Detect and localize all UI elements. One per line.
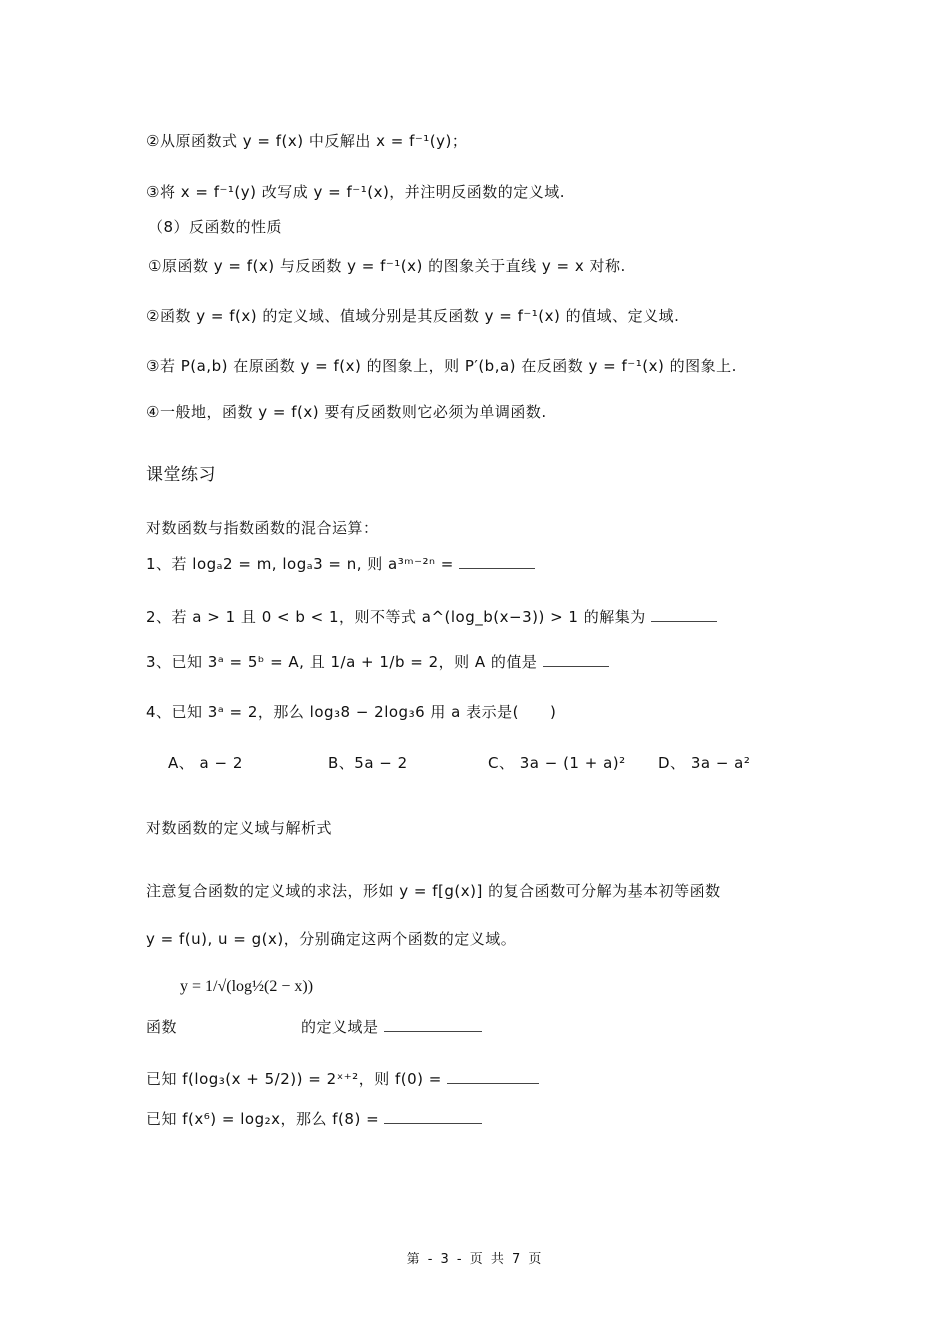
- question-3-text: 3、已知 3ᵃ = 5ᵇ = A, 且 1/a + 1/b = 2，则 A 的值是: [146, 653, 538, 671]
- step-3-text: ③将 x = f⁻¹(y) 改写成 y = f⁻¹(x)，并注明反函数的定义域.: [146, 183, 566, 201]
- property-1: ①原函数 y = f(x) 与反函数 y = f⁻¹(x) 的图象关于直线 y = x 对称.: [148, 257, 626, 275]
- option-b[interactable]: B、5a − 2: [328, 754, 408, 772]
- question-1: [146, 553, 535, 575]
- example-1-text: 函数 的定义域是: [146, 1018, 379, 1036]
- question-2-text: 2、若 a > 1 且 0 < b < 1，则不等式 a^(log_b(x−3)) > 1 的解集为: [146, 608, 646, 626]
- answer-blank-3[interactable]: [543, 652, 609, 667]
- answer-blank-e3[interactable]: [384, 1109, 482, 1124]
- question-3: [146, 651, 609, 673]
- question-1-text: 1、若 logₐ2 = m, logₐ3 = n, 则 a³ᵐ⁻²ⁿ =: [146, 555, 454, 573]
- section-1-title: 对数函数与指数函数的混合运算：: [146, 519, 379, 537]
- property-3: ③若 P(a,b) 在原函数 y = f(x) 的图象上，则 P′(b,a) 在反函数 y = f⁻¹(x) 的图象上.: [146, 357, 737, 375]
- answer-blank-e1[interactable]: [384, 1017, 482, 1032]
- answer-blank-e2[interactable]: [447, 1069, 539, 1084]
- question-4: 4、已知 3ᵃ = 2，那么 log₃8 − 2log₃6 用 a 表示是( ): [146, 703, 557, 721]
- example-2: [146, 1068, 539, 1090]
- page-footer: 第 - 3 - 页 共 7 页: [406, 1252, 544, 1267]
- property-4: ④一般地，函数 y = f(x) 要有反函数则它必须为单调函数.: [146, 403, 547, 421]
- section-2-note-2: y = f(u), u = g(x)，分别确定这两个函数的定义域。: [146, 930, 517, 948]
- question-2: [146, 606, 717, 628]
- properties-heading: （8）反函数的性质: [148, 218, 283, 236]
- option-c[interactable]: C、 3a − (1 + a)²: [488, 754, 626, 772]
- answer-blank-1[interactable]: [459, 554, 535, 569]
- answer-blank-2[interactable]: [651, 607, 717, 622]
- example-2-text: 已知 f(log₃(x + 5/2)) = 2ˣ⁺²，则 f(0) =: [146, 1070, 442, 1088]
- property-2: ②函数 y = f(x) 的定义域、值域分别是其反函数 y = f⁻¹(x) 的值域、定义域.: [146, 307, 680, 325]
- example-1: [146, 1016, 482, 1038]
- option-d[interactable]: D、 3a − a²: [658, 754, 751, 772]
- practice-title: 课堂练习: [146, 465, 216, 485]
- example-3-text: 已知 f(x⁶) = log₂x，那么 f(8) =: [146, 1110, 380, 1128]
- example-1-formula: y = 1/√(log½(2 − x)): [180, 978, 314, 995]
- option-a[interactable]: A、 a − 2: [168, 754, 243, 772]
- section-2-note-1: 注意复合函数的定义域的求法，形如 y = f[g(x)] 的复合函数可分解为基本初等函数: [146, 882, 721, 900]
- example-3: [146, 1108, 482, 1130]
- section-2-title: 对数函数的定义域与解析式: [146, 819, 333, 837]
- step-2-text: ②从原函数式 y = f(x) 中反解出 x = f⁻¹(y)；: [146, 132, 468, 150]
